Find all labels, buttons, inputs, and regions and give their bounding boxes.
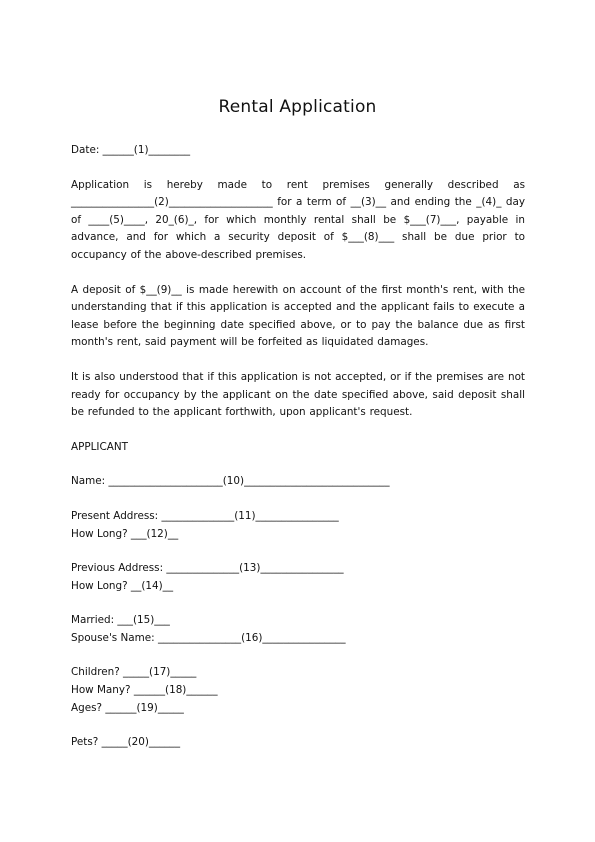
refund-paragraph: It is also understood that if this application is not accepted, or if the premises are not ready for occupancy by the applicant on the date specified above, said deposit shall be refunded to the applicant forthwith, upon applicant's request.: [71, 370, 525, 419]
pets-field: Pets? _____(20)______: [71, 736, 181, 749]
spacer: [71, 491, 525, 508]
document-body: [71, 142, 525, 752]
spacer: [71, 265, 525, 282]
name-field: Name: ______________________(10)____________________________: [71, 475, 390, 488]
spacer: [71, 595, 525, 612]
spacer: [71, 456, 525, 473]
children-field: Children? _____(17)_____: [71, 666, 197, 679]
spacer: [71, 647, 525, 664]
spacer: [71, 352, 525, 369]
spacer: [71, 717, 525, 734]
previous-address-field: Previous Address: ______________(13)________________: [71, 562, 344, 575]
applicant-heading: APPLICANT: [71, 440, 128, 453]
present-address-field: Present Address: ______________(11)________________: [71, 509, 339, 522]
spacer: [71, 422, 525, 439]
married-field: Married: ___(15)___: [71, 614, 170, 627]
document-title: Rental Application: [218, 97, 377, 117]
present-how-long-field: How Long? ___(12)__: [71, 527, 179, 540]
how-many-field: How Many? ______(18)______: [71, 684, 218, 697]
spouse-name-field: Spouse's Name: ________________(16)________________: [71, 631, 346, 644]
date-field: Date: ______(1)________: [71, 144, 191, 156]
spacer: [71, 160, 525, 177]
application-paragraph: Application is hereby made to rent premises generally described as ________________(2)____________________ for a term of __(3)__ and ending the _(4)_ day of ____(5)____, 20_(6)_, for which monthly rental shall be $___(7)___, payable in advance, and for which a security deposit of $___(8)___ shall be due prior to occupancy of the above-described premises.: [71, 178, 525, 261]
previous-how-long-field: How Long? __(14)__: [71, 579, 174, 592]
ages-field: Ages? ______(19)_____: [71, 701, 184, 714]
spacer: [71, 543, 525, 560]
deposit-paragraph: A deposit of $__(9)__ is made herewith on account of the first month's rent, with the understanding that if this application is accepted and the applicant fails to execute a lease before the beginning date specified above, or to pay the balance due as first month's rent, said payment will be forfeited as liquidated damages.: [71, 283, 525, 349]
